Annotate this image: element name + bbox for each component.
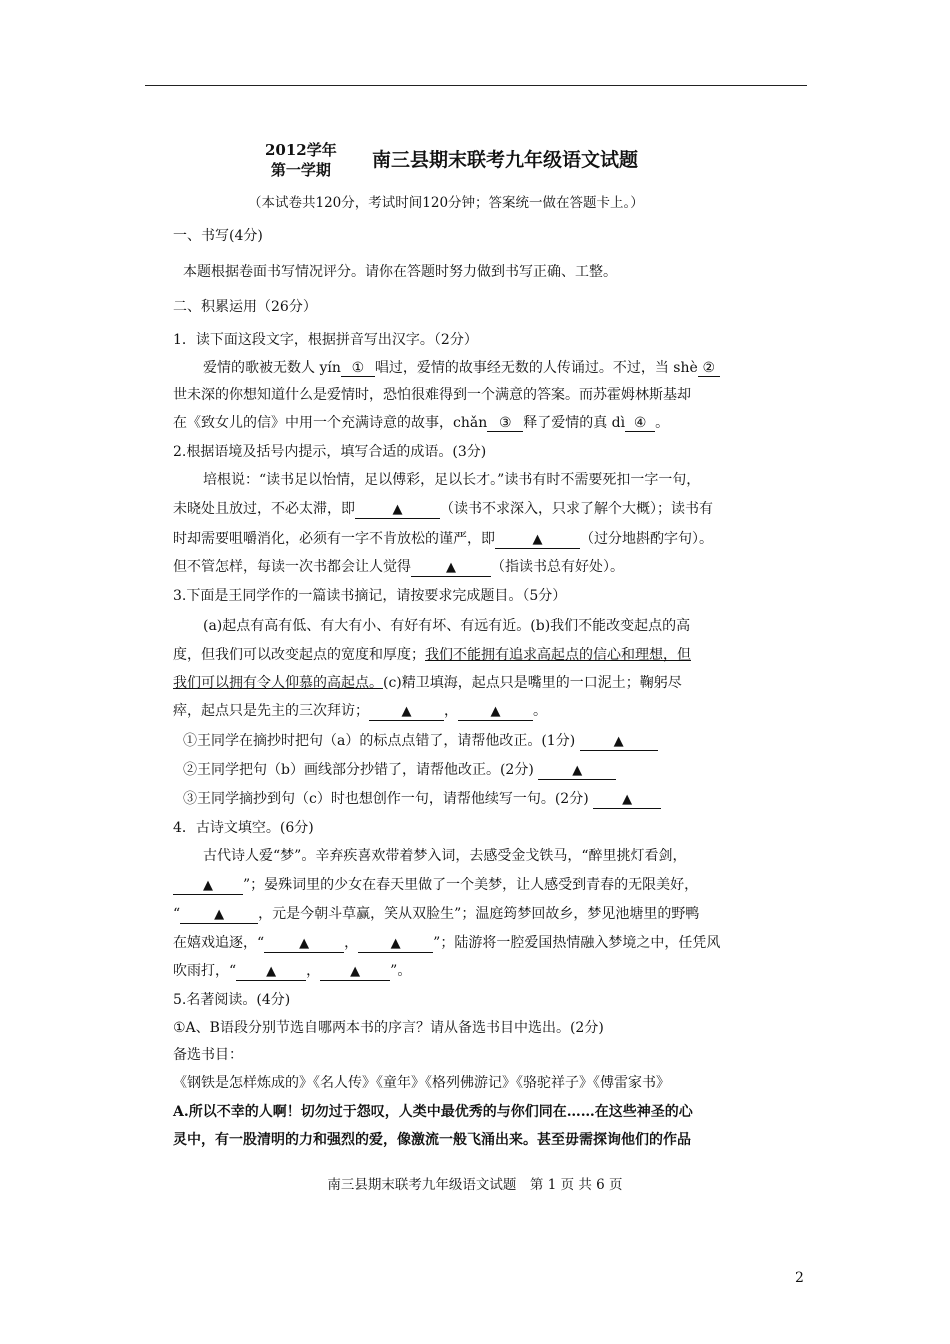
q5-stem: 5.名著阅读。(4分) (173, 992, 291, 1008)
q1-line2: 世未深的你想知道什么是爱情时，恐怕很难得到一个满意的答案。而苏霍姆林斯基却 (173, 387, 691, 403)
answer-blank: ▲ (355, 502, 440, 519)
q4-stem: 4．古诗文填空。(6分) (173, 820, 314, 836)
q1-line1: 爱情的歌被无数人 yín ① 唱过，爱情的故事经无数的人传诵过。不过，当 shè ② (203, 358, 720, 378)
q5-sub1: ①A、B语段分别节选自哪两本书的序言？请从备选书目中选出。(2分) (173, 1020, 604, 1036)
answer-blank: ▲ (358, 936, 433, 953)
q3-line4: 瘁，起点只是先主的三次拜访； ▲ ， ▲ 。 (173, 703, 547, 719)
underlined-sentence: 我们可以拥有令人仰慕的高起点。 (173, 675, 383, 691)
answer-blank-2: ② (698, 360, 720, 377)
answer-blank: ▲ (320, 964, 390, 981)
semester-label: 第一学期 (270, 161, 331, 179)
q3-sub1: ①王同学在摘抄时把句（a）的标点点错了，请帮他改正。(1分) ▲ (183, 731, 658, 751)
q2-line1: 培根说：“读书足以怡情，足以傅彩，足以长才。”读书有时不需要死扣一字一句， (203, 472, 701, 488)
q4-line5: 吹雨打，“ ▲ ， ▲ ”。 (173, 963, 412, 979)
answer-blank: ▲ (173, 878, 243, 895)
q5-passage-a-line1: A.所以不幸的人啊！切勿过于怨叹，人类中最优秀的与你们同在……在这些神圣的心 (173, 1104, 693, 1120)
answer-blank-1: ① (341, 360, 375, 377)
q5-books-label: 备选书目： (173, 1047, 243, 1063)
q5-passage-a-line2: 灵中，有一股清明的力和强烈的爱，像激流一般飞涌出来。甚至毋需探询他们的作品 (173, 1132, 691, 1148)
answer-blank-3: ③ (487, 415, 523, 432)
q5-books-list: 《钢铁是怎样炼成的》《名人传》《童年》《格列佛游记》《骆驼祥子》《傅雷家书》 (173, 1075, 670, 1091)
answer-blank: ▲ (180, 907, 258, 924)
q2-line3: 时却需要咀嚼消化，必须有一字不肯放松的谨严，即 ▲ （过分地斟酌字句）。 (173, 531, 713, 547)
answer-blank: ▲ (236, 964, 306, 981)
q4-line4: 在嬉戏追逐，“ ▲ ， ▲ ”；陆游将一腔爱国热情融入梦境之中，任凭风 (173, 935, 721, 951)
answer-blank: ▲ (495, 532, 580, 549)
q4-line3: “ ▲ ，元是今朝斗草赢，笑从双脸生”；温庭筠梦回故乡，梦见池塘里的野鸭 (173, 906, 700, 922)
q3-sub3: ③王同学摘抄到句（c）时也想创作一句，请帮他续写一句。(2分) ▲ (183, 789, 661, 809)
answer-blank: ▲ (538, 763, 616, 780)
q2-line4: 但不管怎样，每读一次书都会让人觉得 ▲ （指读书总有好处）。 (173, 559, 624, 575)
q1-line3: 在《致女儿的信》中用一个充满诗意的故事，chǎn ③ 释了爱情的真 dì ④ 。 (173, 415, 670, 431)
exam-title: 南三县期末联考九年级语文试题 (372, 149, 639, 171)
page-number: 2 (795, 1270, 804, 1286)
year-label: 2012学年 (265, 141, 337, 159)
q3-line1: (a)起点有高有低、有大有小、有好有坏、有远有近。(b)我们不能改变起点的高 (203, 618, 691, 634)
q3-line3: 我们可以拥有令人仰慕的高起点。(c)精卫填海，起点只是嘴里的一口泥土；鞠躬尽 (173, 675, 682, 691)
answer-blank: ▲ (580, 734, 658, 751)
exam-subtitle: （本试卷共120分，考试时间120分钟；答案统一做在答题卡上。） (248, 195, 644, 211)
q3-line2: 度，但我们可以改变起点的宽度和厚度；我们不能拥有追求高起点的信心和理想，但 (173, 647, 691, 663)
answer-blank: ▲ (369, 704, 444, 721)
q4-line1: 古代诗人爱“梦”。辛弃疾喜欢带着梦入词，去感受金戈铁马，“醉里挑灯看剑， (203, 848, 687, 864)
top-rule (145, 85, 807, 86)
q1-stem: 1．读下面这段文字，根据拼音写出汉字。（2分） (173, 332, 478, 348)
q3-stem: 3.下面是王同学作的一篇读书摘记，请按要求完成题目。（5分） (173, 588, 567, 604)
q2-line2: 未晓处且放过，不必太滞，即 ▲ （读书不求深入，只求了解个大概）；读书有 (173, 501, 713, 517)
answer-blank-4: ④ (625, 415, 655, 432)
answer-blank: ▲ (593, 792, 661, 809)
q3-sub2: ②王同学把句（b）画线部分抄错了，请帮他改正。(2分) ▲ (183, 760, 616, 780)
section1-text: 本题根据卷面书写情况评分。请你在答题时努力做到书写正确、工整。 (183, 264, 617, 280)
q4-line2: ▲ ”；晏殊词里的少女在春天里做了一个美梦，让人感受到青春的无限美好， (173, 875, 698, 895)
answer-blank: ▲ (264, 936, 344, 953)
section2-heading: 二、积累运用（26分） (173, 299, 317, 315)
section1-heading: 一、书写(4分) (173, 228, 263, 244)
q2-stem: 2.根据语境及括号内提示，填写合适的成语。(3分) (173, 444, 487, 460)
answer-blank: ▲ (458, 704, 533, 721)
page-footer: 南三县期末联考九年级语文试题 第 1 页 共 6 页 (327, 1177, 623, 1193)
answer-blank: ▲ (411, 560, 491, 577)
term-label (265, 140, 337, 180)
underlined-sentence: 我们不能拥有追求高起点的信心和理想，但 (425, 647, 691, 663)
